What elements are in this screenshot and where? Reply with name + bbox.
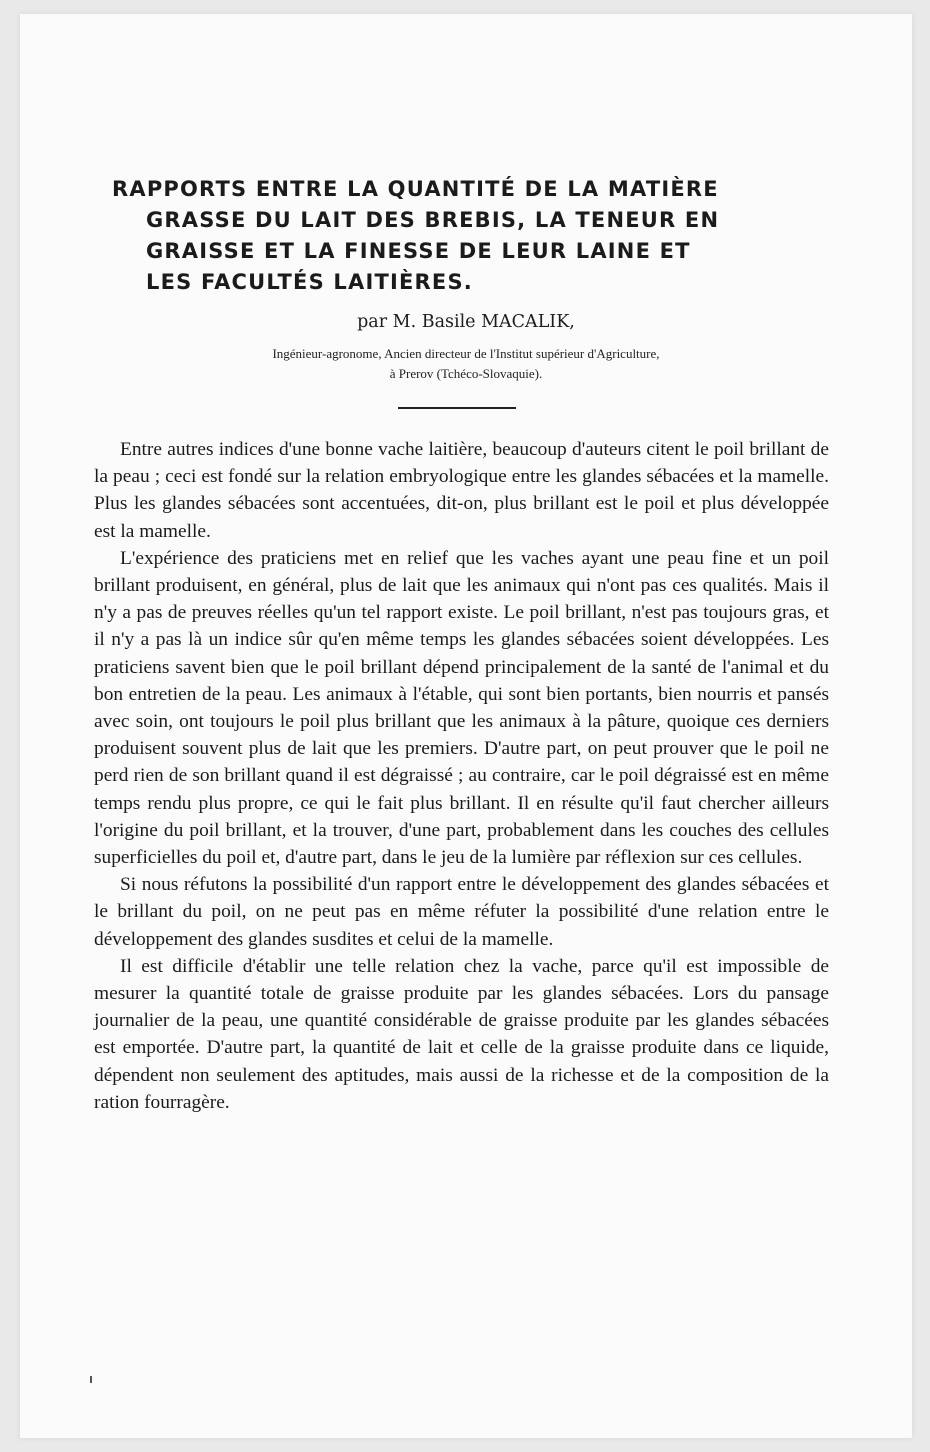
body-paragraph: Entre autres indices d'une bonne vache laitière, beaucoup d'auteurs citent le poil brillant de la peau ; ceci est fondé sur la relation embryologique entre les glandes sébacées et la mamelle. Plus les glandes sébacées sont accentuées, dit-on, plus brillant est le poil et plus développée est la mamelle. (94, 439, 829, 542)
article-title (112, 174, 812, 298)
affiliation-line: Ingénieur-agronome, Ancien directeur de l'Institut supérieur d'Agriculture, (272, 346, 660, 361)
title-divider (398, 407, 516, 409)
body-paragraph: Si nous réfutons la possibilité d'un rapport entre le développement des glandes sébacées et le brillant du poil, on ne peut pas en même réfuter la possibilité d'une relation entre le développement des glandes susdites et celui de la mamelle. (94, 874, 829, 950)
affiliation-line: à Prerov (Tchéco-Slovaquie). (389, 366, 543, 381)
title-line: LES FACULTÉS LAITIÈRES. (146, 270, 473, 294)
body-paragraph: L'expérience des praticiens met en relief que les vaches ayant une peau fine et un poil brillant produisent, en général, plus de lait que les animaux qui n'ont pas ces qualités. Mais il n'y a pas de preuves réelles qu'un tel rapport existe. Le poil brillant, n'est pas toujours gras, et il n'y a pas là un indice sûr qu'en même temps les glandes sébacées soient développées. Les praticiens savent bien que le poil brillant dépend principalement de la santé de l'animal et du bon entretien de la peau. Les animaux à l'étable, qui sont bien portants, bien nourris et pansés avec soin, ont toujours le poil plus brillant que les animaux à la pâture, quoique ces derniers produisent souvent plus de lait que les premiers. D'autre part, on peut prouver que le poil ne perd rien de son brillant quand il est dégraissé ; au contraire, car le poil dégraissé est en même temps rendu plus propre, ce qui le fait plus brillant. Il en résulte qu'il faut chercher ailleurs l'origine du poil brillant, et la trouver, d'une part, probablement dans les couches des cellules superficielles du poil et, d'autre part, dans le jeu de la lumière par réflexion sur ces cellules. (94, 547, 829, 869)
title-line: GRASSE DU LAIT DES BREBIS, LA TENEUR EN (146, 208, 720, 232)
document-page (20, 14, 912, 1438)
scan-speck (90, 1376, 92, 1383)
title-line: RAPPORTS ENTRE LA QUANTITÉ DE LA MATIÈRE (112, 177, 719, 201)
body-paragraph: Il est difficile d'établir une telle relation chez la vache, parce qu'il est impossible de mesurer la quantité totale de graisse produite par les glandes sébacées. Lors du pansage journalier de la peau, une quantité considérable de graisse produite par les glandes sébacées est emportée. D'autre part, la quantité de lait et celle de la graisse produite dans ce liquide, dépendent non seulement des aptitudes, mais aussi de la richesse et de la composition de la ration fourragère. (94, 955, 829, 1113)
author-byline: par M. Basile MACALIK, (357, 312, 575, 332)
author-affiliation (20, 344, 912, 384)
article-body (94, 436, 829, 1116)
title-line: GRAISSE ET LA FINESSE DE LEUR LAINE ET (146, 239, 691, 263)
